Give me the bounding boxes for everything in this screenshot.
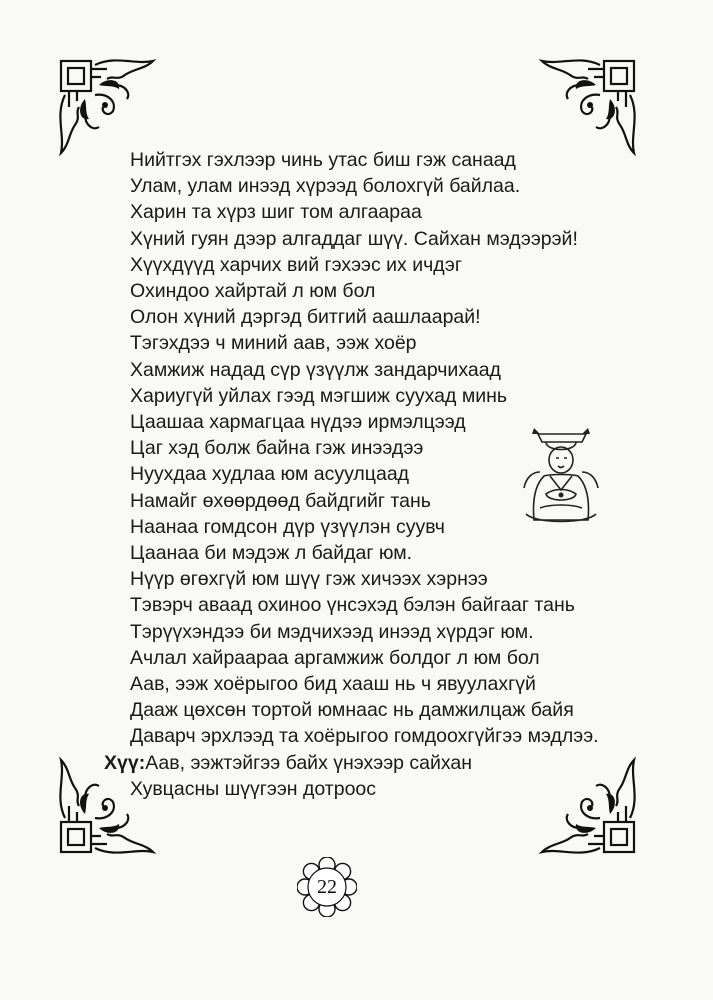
poem-line: Олон хүний дэргэд битгий аашлаарай! [130,306,481,329]
poem-line: Нүүр өгөхгүй юм шүү гэж хичээх хэрнээ [130,568,488,591]
poem-line: Хамжиж надад сүр үзүүлж зандарчихаад [130,358,501,381]
page-number-badge [297,857,357,917]
poem-line: Аав, ээж хоёрыгоо бид хааш нь ч явуулахгүй [130,673,536,696]
poem-line: Цаанаа би мэдэж л байдаг юм. [130,542,413,565]
poem-line: Дааж цөхсөн тортой юмнаас нь дамжилцаж байя [130,699,574,722]
poem-line: Улам, улам инээд хүрээд болохгүй байлаа. [130,175,521,198]
figure-illustration [516,428,606,528]
speaker-label: Хүү: [104,751,146,774]
poem-line: Нуухдаа худлаа юм асуулцаад [130,463,410,486]
poem-line: Хариугүй уйлах гээд мэгшиж суухад минь [130,384,508,407]
poem-line: Хүний гуян дээр алгаддаг шүү. Сайхан мэдээрэй! [130,227,578,250]
poem-line: Охиндоо хайртай л юм бол [130,280,376,303]
poem-line: Наанаа гомдсон дүр үзүүлэн суувч [130,515,445,538]
poem-line: Тэгэхдээ ч миний аав, ээж хоёр [130,332,417,355]
poem-line: Хүүхдүүд харчих вий гэхээс их ичдэг [130,253,462,276]
poem-line: Харин та хүрз шиг том алгаараа [130,201,422,224]
poem-line: Нийтгэх гэхлээр чинь утас биш гэж санаад [130,149,516,171]
poem-line: Цаашаа хармагцаа нүдээ ирмэлцээд [130,411,466,434]
poem-line: Даварч эрхлээд та хоёрыгоо гомдоохгүйгээ мэдлээ. [130,725,599,748]
poem-line: Тэрүүхэндээ би мэдчихээд инээд хүрдэг юм. [130,620,534,643]
poem-line: Тэвэрч аваад охиноо үнсэхэд бэлэн байгааг тань [130,594,575,617]
poem-line: Намайг өхөөрдөөд байдгийг тань [130,489,431,512]
poem-line: Ачлал хайраараа аргамжиж болдог л юм бол [130,646,540,669]
speaker-line [104,750,624,776]
page-number: 22 [317,876,337,898]
poem-line: Аав, ээжтэйгээ байх үнэхээр сайхан [145,751,473,774]
poem-line: Цаг хэд болж байна гэж инээдээ [130,437,424,460]
poem-line: Хувцасны шүүгээн дотроос [130,777,377,800]
person-illustration-icon [516,428,606,528]
